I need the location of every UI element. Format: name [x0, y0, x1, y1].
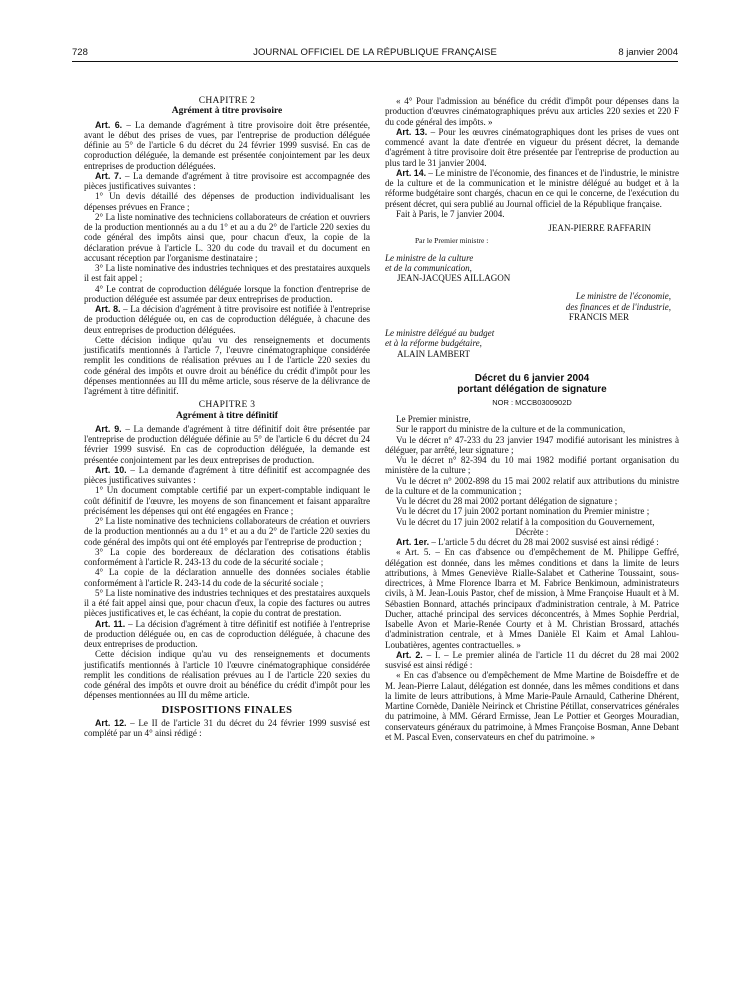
right-column: [385, 96, 679, 742]
body-paragraph: Le Premier ministre,: [396, 414, 471, 424]
body-paragraph: Cette décision indique qu'au vu des renseignements et documents justificatifs mentionnés à l'article 7, l'œuvre cinématographique considérée remplit les conditions de réalisation prévues au I de l'article 220 sexies du code général des impôts et ouvre droit au bénéfice du crédit d'impôt pour les dépenses mentionnées au III du même article, sous réserve de la délivrance de l'agrément à titre définitif.: [84, 334, 370, 396]
minister-title: Le ministre délégué au budget et à la réforme budgétaire,: [385, 328, 495, 349]
chapter-heading: CHAPITRE 2: [198, 96, 256, 106]
article-text: – La décision d'agrément à titre définitif est notifiée à l'entreprise de production déléguée ou, en cas de coproduction déléguée, à chacune des deux entreprises de production.: [84, 618, 370, 649]
article-number: Art. 10.: [95, 464, 127, 475]
article-number: Art. 6.: [95, 119, 123, 130]
article-paragraph: [84, 619, 370, 650]
article-text: – La décision d'agrément à titre provisoire est notifiée à l'entreprise de production déléguée ou, en cas de coproduction déléguée, à chacune des deux entreprises de production déléguées.: [84, 304, 370, 335]
minister-name: JEAN-JACQUES AILLAGON: [397, 273, 511, 283]
left-column: [84, 92, 370, 738]
body-paragraph: Vu le décret n° 82-394 du 10 mai 1982 modifié portant organisation du ministère de la culture ;: [385, 455, 679, 476]
article-number: Art. 8.: [95, 304, 121, 314]
header-rule: [72, 61, 678, 62]
article-text: – La demande d'agrément à titre provisoire doit être présentée, avant le début des prises de vues, par l'entreprise de production déléguée définie au 5° de l'article 6 du décret du 24 février 1999 susvisé. En cas de coproduction déléguée, la demande est présentée conjointement par les deux entreprises de production déléguées.: [84, 119, 371, 171]
article-paragraph: [385, 537, 679, 547]
body-paragraph: Vu le décret n° 47-233 du 23 janvier 1947 modifié autorisant les ministres à déléguer, par arrêté, leur signature ;: [385, 434, 679, 455]
chapter-heading: CHAPITRE 3: [198, 400, 256, 411]
body-paragraph: « 4° Pour l'admission au bénéfice du crédit d'impôt pour dépenses dans la production d'œuvres cinématographiques prévu aux articles 220 sexies et 220 F du code général des impôts. »: [385, 96, 679, 127]
signatory-name: JEAN-PIERRE RAFFARIN: [548, 223, 651, 233]
body-paragraph: Vu le décret du 28 mai 2002 portant délégation de signature ;: [396, 496, 618, 506]
body-paragraph: Fait à Paris, le 7 janvier 2004.: [396, 208, 505, 219]
article-paragraph: [84, 171, 370, 192]
page-header: [72, 44, 678, 60]
article-number: Art. 2.: [396, 649, 423, 660]
article-text: – Pour les œuvres cinématographiques dont les prises de vues ont commencé avant la date d'entrée en vigueur du présent décret, la demande d'agrément à titre provisoire doit être présentée par l'entreprise de production au plus tard le 31 janvier 2004.: [385, 126, 679, 168]
article-paragraph: [385, 168, 679, 209]
body-paragraph: 4° La copie de la déclaration annuelle des données sociales établie conformément à l'article R. 243-14 du code de la sécurité sociale ;: [84, 567, 370, 588]
decree-formula: Décrète :: [515, 526, 549, 537]
article-number: Art. 14.: [396, 167, 427, 178]
article-number: Art. 1er.: [396, 537, 430, 547]
decree-title: Décret du 6 janvier 2004 portant délégation de signature: [457, 372, 607, 396]
body-paragraph: Vu le décret n° 2002-898 du 15 mai 2002 relatif aux attributions du ministre de la culture et de la communication ;: [385, 475, 679, 496]
article-text: – La demande d'agrément à titre définitif doit être présentée par l'entreprise de production déléguée définie au 5° de l'article 6 du décret du 24 février 1999 susvisé. En cas de coproduction déléguée, la demande est présentée conjointement par les deux entreprises de production.: [84, 423, 370, 465]
minister-name: FRANCIS MER: [568, 311, 629, 322]
body-paragraph: 4° Le contrat de coproduction déléguée lorsque la fonction d'entreprise de production déléguée est assumée par deux entreprises de production.: [84, 283, 370, 304]
body-paragraph: Vu le décret du 17 juin 2002 portant nomination du Premier ministre ;: [396, 506, 650, 517]
article-paragraph: [84, 424, 370, 465]
article-text: – L'article 5 du décret du 28 mai 2002 susvisé est ainsi rédigé :: [429, 537, 659, 547]
body-paragraph: 3° La liste nominative des industries techniques et des prestataires auxquels il est fait appel ;: [84, 263, 370, 284]
article-text: – La demande d'agrément à titre provisoire est accompagnée des pièces justificatives suivantes :: [84, 170, 370, 191]
minister-name: ALAIN LAMBERT: [397, 348, 471, 359]
article-number: Art. 12.: [95, 717, 127, 728]
body-paragraph: 3° La copie des bordereaux de déclaration des cotisations établis conformément à l'article R. 243-13 du code de la sécurité sociale ;: [84, 546, 370, 567]
body-paragraph: « Art. 5. – En cas d'absence ou d'empêchement de M. Philippe Geffré, délégation est donnée, dans les mêmes conditions et dans la limite de leurs attributions, à Mmes Geneviève Rialle-Salabet et Catherine Toussaint, sous-directrices, à Mme Florence Ibarra et M. Fabrice Benkimoun, administrateurs civils, à M. Jean-Louis Pastor, chef de mission, à Mme Françoise Huault et à M. Sébastien Bonnard, attachés principaux d'administration centrale, à M. Patrice Ducher, attaché principal des services déconcentrés, à Mmes Sophie Perdrial, Isabelle Avon et Marie-Renée Courty et à M. Christian Brossard, attachés d'administration centrale, et à Mmes Danièle El Kaim et Amal Lahlou-Loubatières, agentes contractuelles. »: [385, 547, 679, 650]
article-number: Art. 7.: [95, 170, 122, 181]
article-text: – I. – Le premier alinéa de l'article 11 du décret du 28 mai 2002 susvisé est ainsi rédigé :: [385, 649, 680, 670]
article-text: – Le ministre de l'économie, des finances et de l'industrie, le ministre de la culture et de la communication et le ministre délégué au budget et à la réforme budgétaire sont chargés, chacun en ce qui le concerne, de l'exécution du présent décret, qui sera publié au Journal officiel de la République française.: [385, 167, 679, 209]
body-paragraph: 1° Un devis détaillé des dépenses de production individualisant les dépenses prévues en France ;: [84, 191, 370, 212]
signature-formula: Par le Premier ministre :: [415, 236, 489, 246]
article-paragraph: [84, 120, 370, 171]
article-paragraph: [385, 127, 679, 168]
body-paragraph: 2° La liste nominative des techniciens collaborateurs de création et ouvriers de la production mentionnés au a du 1° et au a du 2° de l'article 220 sexies du code général des impôts qui ont été employés par l'entreprise de production ;: [84, 516, 370, 547]
chapter-title: Agrément à titre provisoire: [171, 106, 283, 117]
chapter-title: Agrément à titre définitif: [176, 410, 278, 421]
body-paragraph: Vu le décret du 17 juin 2002 relatif à la composition du Gouvernement,: [396, 516, 655, 527]
minister-title: Le ministre de la culture et de la communication,: [385, 252, 474, 273]
article-text: – Le II de l'article 31 du décret du 24 février 1999 susvisé est complété par un 4° ainsi rédigé :: [84, 717, 370, 738]
issue-date: 8 janvier 2004: [618, 47, 678, 58]
article-paragraph: [84, 718, 370, 739]
article-paragraph: [385, 650, 679, 671]
body-paragraph: Cette décision indique qu'au vu des renseignements et documents justificatifs mentionnés à l'article 10 l'œuvre cinématographique considérée remplit les conditions de réalisation prévues au I de l'article 220 sexies du code général des impôts et ouvre droit au bénéfice du crédit d'impôt pour les dépenses mentionnées au III du même article.: [84, 649, 370, 701]
body-paragraph: 1° Un document comptable certifié par un expert-comptable indiquant le coût définitif de l'œuvre, les moyens de son financement et faisant apparaître précisément les dépenses qui ont été engagées en France ;: [84, 485, 370, 516]
article-text: – La demande d'agrément à titre définitif est accompagnée des pièces justificatives suivantes :: [84, 464, 370, 485]
article-number: Art. 13.: [396, 126, 428, 137]
article-paragraph: [84, 304, 370, 335]
journal-title: JOURNAL OFFICIEL DE LA RÉPUBLIQUE FRANÇAISE: [253, 47, 497, 58]
body-paragraph: 2° La liste nominative des techniciens collaborateurs de création et ouvriers de la production mentionnés au a du 1° et au a du 2° de l'article 220 sexies du code général des impôts ainsi que, pour chacun d'eux, la copie de la déclaration prévue à l'article L. 320 du code du travail et du document en accusant réception par l'organisme destinataire ;: [84, 211, 370, 263]
body-paragraph: 5° La liste nominative des industries techniques et des prestataires auxquels il a été fait appel ainsi que, pour chacun d'eux, la copie des factures ou autres pièces justificatives et, le cas échéant, la copie du contrat de prestation.: [84, 587, 370, 619]
article-number: Art. 11.: [95, 618, 126, 629]
section-heading: DISPOSITIONS FINALES: [161, 704, 293, 716]
body-paragraph: Sur le rapport du ministre de la culture et de la communication,: [396, 424, 626, 435]
minister-title: Le ministre de l'économie, des finances et de l'industrie,: [565, 291, 671, 312]
page-number: 728: [72, 47, 88, 58]
body-paragraph: « En cas d'absence ou d'empêchement de Mme Martine de Boisdeffre et de M. Jean-Pierre Lalaut, délégation est donnée, dans les mêmes conditions et dans la limite de leurs attributions, à Mme Marie-Paule Arnauld, Catherine Dhérent, Martine Cornède, Danièle Neirinck et Christine Pétillat, conservatrices générales du patrimoine, à MM. Gérard Ermisse, Jean Le Pottier et Georges Mouradian, conservateurs généraux du patrimoine, à Mmes Françoise Bosman, Anne Debant et M. Pascal Even, conservateurs en chef du patrimoine. »: [385, 670, 679, 742]
article-number: Art. 9.: [95, 423, 122, 434]
article-paragraph: [84, 465, 370, 486]
nor-reference: NOR : MCCB0300902D: [492, 397, 572, 407]
